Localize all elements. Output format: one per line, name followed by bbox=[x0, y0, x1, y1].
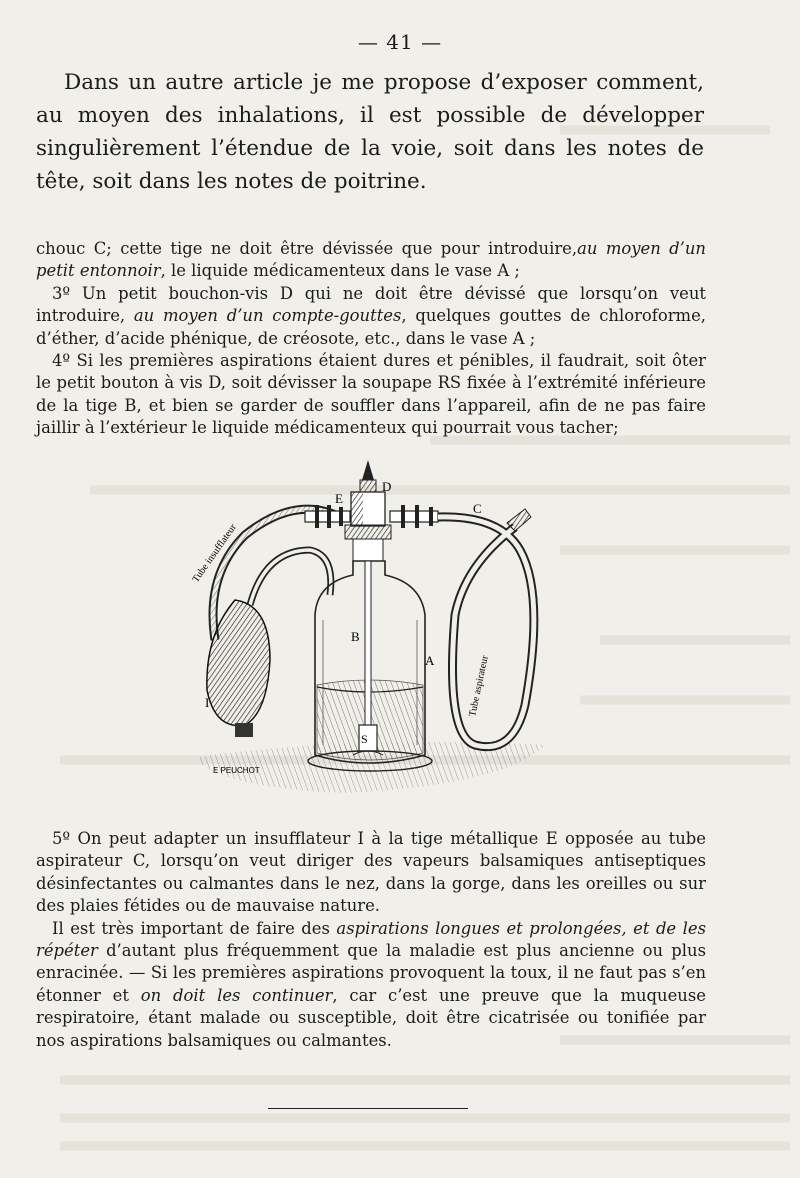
engraver-signature: E PEUCHOT bbox=[213, 766, 260, 775]
paragraph-item-3 bbox=[36, 283, 706, 350]
label-S: S bbox=[361, 732, 368, 746]
label-A: A bbox=[425, 653, 435, 668]
para6-text-c: d’autant plus fréquemment que la maladie est plus ancienne ou plus enracinée. — Si les premières aspirations provoquent la toux, il ne faut pas s’en étonner et bbox=[36, 941, 706, 1005]
para1-text-a: chouc C; cette tige ne doit être dévissée que pour introduire, bbox=[36, 239, 578, 258]
para6-text-a: Il est très important de faire des bbox=[52, 918, 337, 938]
paragraph-continuation bbox=[36, 238, 706, 283]
label-E: E bbox=[335, 491, 343, 506]
label-I: I bbox=[205, 695, 210, 710]
para1-italic: au moyen d’un petit entonnoir bbox=[36, 239, 706, 281]
para6-italic-d: on doit les continuer bbox=[140, 985, 333, 1005]
paragraph-conclusion bbox=[36, 918, 706, 1052]
para2-italic: au moyen d’un compte-gouttes bbox=[133, 306, 402, 326]
para6-italic-b: aspirations longues et prolongées, et de les répéter bbox=[36, 918, 706, 961]
label-tube-aspirateur: Tube aspirateur bbox=[467, 654, 491, 718]
intro-text: Dans un autre article je me propose d’exposer comment, au moyen des inhalations, il est possible de développer singulièrement l’étendue de la voie, soit dans les notes de tête, soit dans les notes de poitrine. bbox=[36, 70, 704, 194]
intro-paragraph bbox=[36, 66, 704, 198]
section-divider bbox=[268, 1108, 468, 1109]
label-C: C bbox=[473, 501, 482, 516]
instructions-block bbox=[36, 238, 706, 440]
label-B: B bbox=[351, 629, 360, 644]
paragraph-item-4: 4º Si les premières aspirations étaient dures et pénibles, il faudrait, soit ôter le petit bouton à vis D, soit dévisser la soupape RS fixée à l’extrémité inférieure de la tige B, et bien se garder de souffler dans l’appareil, afin de ne pas faire jaillir à l’extérieur le liquide médicamenteux qui pourrait vous tacher; bbox=[36, 351, 706, 438]
para2-text-c: , quelques gouttes de chloroforme, d’éther, d’acide phénique, de créosote, etc., dans le vase A ; bbox=[36, 306, 706, 348]
para6-text-e: , car c’est une preuve que la muqueuse respiratoire, étant malade ou susceptible, doit être cicatrisée ou tonifiée par nos aspirations balsamiques ou calmantes. bbox=[36, 985, 706, 1050]
page-number: — 41 — bbox=[357, 30, 443, 54]
label-tube-insufflateur: Tube insufflateur bbox=[190, 522, 239, 585]
apparatus-drawing bbox=[175, 455, 560, 810]
paragraph-item-5: 5º On peut adapter un insufflateur I à la tige métallique E opposée au tube aspirateur C, lorsqu’on veut diriger des vapeurs balsamiques antiseptiques désinfectantes ou calmantes dans le nez, dans la gorge, dans les oreilles ou sur des plaies fétides ou de mauvaise nature. bbox=[36, 829, 706, 916]
apparatus-illustration bbox=[175, 455, 560, 810]
para1-text-c: , le liquide médicamenteux dans le vase A ; bbox=[160, 261, 520, 281]
label-D: D bbox=[382, 479, 392, 494]
closing-block bbox=[36, 828, 706, 1052]
para2-text-a: 3º Un petit bouchon-vis D qui ne doit être dévissé que lorsqu’on veut introduire, bbox=[36, 283, 706, 326]
